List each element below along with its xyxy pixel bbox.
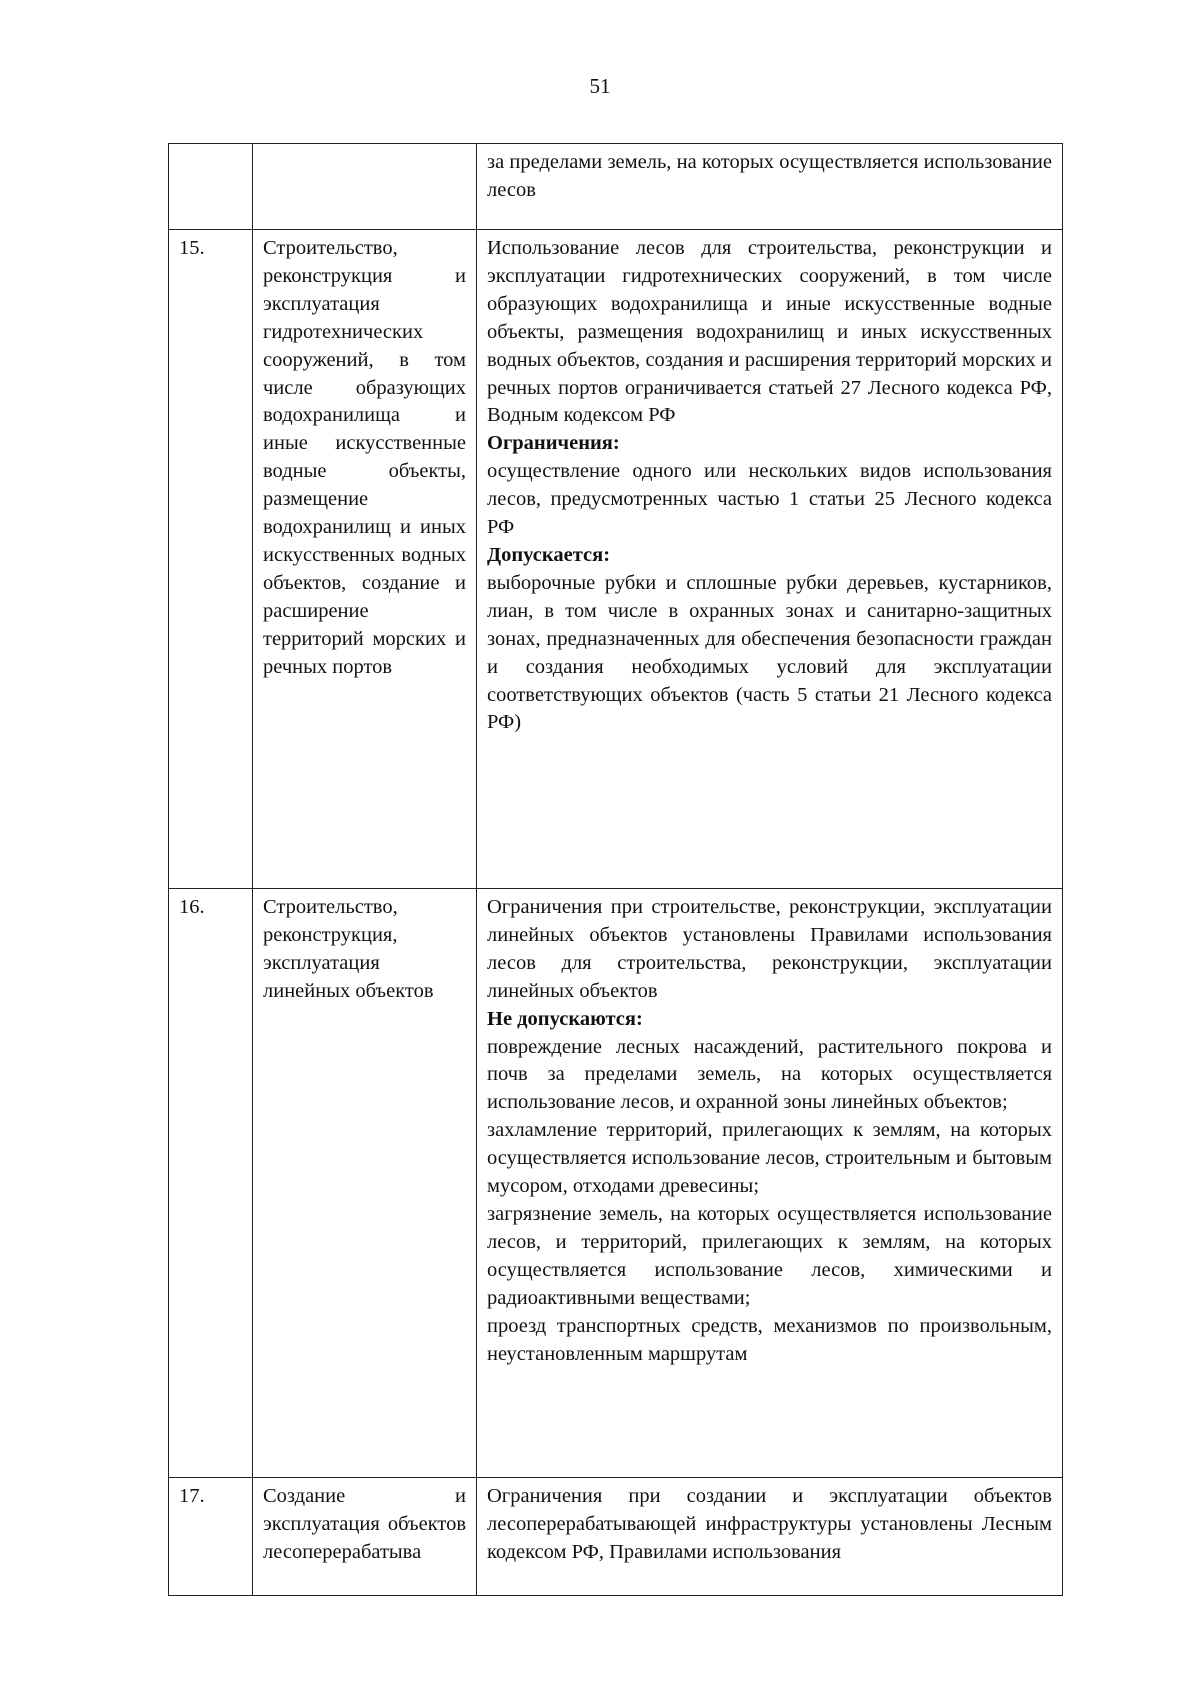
description-paragraph: выборочные рубки и сплошные рубки деревьев, кустарников, лиан, в том числе в охранных зонах и санитарно-защитных зонах, предназначенных для обеспечения безопасности граждан и создания необходимых условий для эксплуатации соответствующих объектов (часть 5 статьи 21 Лесного кодекса РФ) xyxy=(487,571,1052,734)
table-row xyxy=(169,230,1063,889)
table-row xyxy=(169,889,1063,1478)
table-row xyxy=(169,1478,1063,1596)
section-heading: Не допускаются: xyxy=(487,1007,643,1030)
description-paragraph: Использование лесов для строительства, реконструкции и эксплуатации гидротехнических сооружений, в том числе образующих водохранилища и иные искусственные водные объекты, размещения водохранилищ и иных искусственных водных объектов, создания и расширения территорий морских и речных портов ограничивается статьей 27 Лесного кодекса РФ, Водным кодексом РФ xyxy=(487,237,1052,427)
page-number: 51 xyxy=(589,74,611,98)
description-paragraph: за пределами земель, на которых осуществляется использование лесов xyxy=(487,151,1052,201)
activity-name xyxy=(253,144,477,230)
activity-name: Строительство, реконструкция, эксплуатация линейных объектов xyxy=(253,889,477,1478)
section-heading: Ограничения: xyxy=(487,432,620,455)
restrictions-table xyxy=(168,143,1063,1596)
description-paragraph: повреждение лесных насаждений, растительного покрова и почв за пределами земель, на которых осуществляется использование лесов, и охранной зоны линейных объектов; xyxy=(487,1035,1052,1114)
restrictions-description xyxy=(477,889,1063,1478)
description-paragraph: проезд транспортных средств, механизмов по произвольным, неустановленным маршрутам xyxy=(487,1314,1052,1365)
description-paragraph: осуществление одного или нескольких видов использования лесов, предусмотренных частью 1 статьи 25 Лесного кодекса РФ xyxy=(487,460,1052,539)
description-paragraph: загрязнение земель, на которых осуществляется использование лесов, и территорий, прилегающих к землям, на которых осуществляется использование лесов, химическими и радиоактивными веществами; xyxy=(487,1202,1052,1309)
row-number: 17. xyxy=(169,1478,253,1596)
row-number: 16. xyxy=(169,889,253,1478)
restrictions-description xyxy=(477,144,1063,230)
description-paragraph: захламление территорий, прилегающих к землям, на которых осуществляется использование лесов, строительным и бытовым мусором, отходами древесины; xyxy=(487,1119,1052,1198)
description-paragraph: Ограничения при строительстве, реконструкции, эксплуатации линейных объектов установлены Правилами использования лесов для строительства, реконструкции, эксплуатации линейных объектов xyxy=(487,896,1052,1002)
restrictions-description xyxy=(477,230,1063,889)
section-heading: Допускается: xyxy=(487,543,611,566)
table-row xyxy=(169,144,1063,230)
activity-name: Строительство, реконструкция и эксплуатация гидротехнических сооружений, в том числе образующих водохранилища и иные искусственные водные объекты, размещение водохранилищ и иных искусственных водных объектов, создание и расширение территорий морских и речных портов xyxy=(253,230,477,889)
row-number: 15. xyxy=(169,230,253,889)
row-number xyxy=(169,144,253,230)
description-paragraph: Ограничения при создании и эксплуатации объектов лесоперерабатывающей инфраструктуры установлены Лесным кодексом РФ, Правилами использования xyxy=(487,1485,1052,1563)
activity-name: Создание и эксплуатация объектов лесоперерабатыва xyxy=(253,1478,477,1596)
restrictions-description xyxy=(477,1478,1063,1596)
